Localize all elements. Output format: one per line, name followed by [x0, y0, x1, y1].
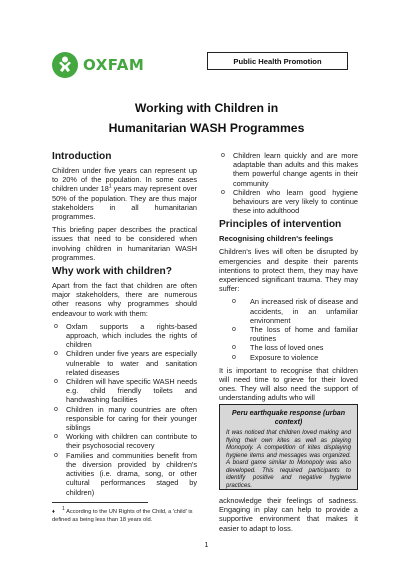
oxfam-logo: [52, 51, 152, 79]
list-item: o The loss of home and familiar routines: [219, 325, 358, 343]
principles-heading: Principles of intervention: [219, 219, 342, 231]
title-line-2: Humanitarian WASH Programmes: [108, 121, 305, 135]
list-item: o Exposure to violence: [219, 353, 358, 362]
oxfam-logo-icon: [52, 52, 78, 78]
why-heading: Why work with children?: [52, 266, 172, 278]
case-study-box: [219, 404, 358, 490]
footnote-ref: 1: [108, 183, 112, 190]
why-intro: Apart from the fact that children are often major stakeholders, there are numerous other reasons why programmes should endeavour to work with them:: [52, 281, 197, 318]
left-column: [52, 151, 197, 497]
list-item: o Working with children can contribute to their psychosocial recovery: [52, 432, 197, 450]
category-tag: Public Health Promotion: [207, 52, 348, 70]
why-list: [52, 322, 197, 497]
title-line-1: Working with Children in: [134, 101, 279, 115]
case-study-title: Peru earthquake response (urban context): [231, 409, 346, 426]
footnote-text: According to the UN Rights of the Child, a 'child' is defined as being less than 18 years old.: [52, 509, 193, 523]
principles-paragraph-3: acknowledge their feelings of sadness. Engaging in play can help to provide a supportive environment that makes it easier to adapt to loss.: [219, 496, 358, 533]
principles-paragraph-2: It is important to recognise that children will need time to grieve for their loved ones. They will also need the support of understanding adults who will: [219, 365, 358, 403]
list-item: o Oxfam supports a rights-based approach, which includes the rights of children: [52, 322, 197, 350]
list-item: o Children who learn good hygiene behaviours are very likely to continue these into adulthood: [219, 188, 358, 216]
logo-text: OXFAM: [83, 56, 145, 74]
list-item: o Children in many countries are often responsible for caring for their younger siblings: [52, 405, 197, 433]
list-item: o Children will have specific WASH needs e.g. child friendly toilets and handwashing facilities: [52, 377, 197, 405]
feelings-subheading: Recognising children's feelings: [219, 234, 334, 244]
page-number: 1: [204, 542, 209, 549]
list-item: o Families and communities benefit from the diversion provided by children's activities (i.e. drama, song, or other cultural performances staged by children): [52, 451, 197, 497]
footnote: [52, 506, 200, 524]
principles-paragraph-1: Children's lives will often be disrupted by emergencies and despite their parents intentions to protect them, they may have experienced significant trauma. They may suffer:: [219, 247, 358, 294]
list-item: o Children learn quickly and are more adaptable than adults and this makes them powerful change agents in their community: [219, 151, 358, 188]
list-item: o Children under five years are especially vulnerable to water and sanitation related diseases: [52, 349, 197, 377]
introduction-heading: Introduction: [52, 151, 112, 162]
right-column: [219, 151, 358, 407]
list-item: o An increased risk of disease and accidents, in an unfamiliar environment: [219, 297, 358, 325]
footnote-number: 1: [62, 506, 65, 513]
why-list-continued: [219, 151, 358, 215]
intro-paragraph-2: This briefing paper describes the practical issues that need to be considered when involving children in humanitarian WASH programmes.: [52, 225, 197, 262]
footnote-divider: [52, 502, 148, 503]
footnote-bullet-icon: ♦: [52, 509, 55, 515]
list-item: o The loss of loved ones: [219, 343, 358, 352]
suffer-list: [219, 297, 358, 361]
intro-paragraph-1: Children under five years can represent up to 20% of the population. In some cases children under $18^1$ years may represent over 50% of the population. They are thus major stakeholders in all humanitarian programmes.: [52, 166, 198, 222]
case-study-body: It was noticed that children loved making and flying their own kites as well as playing Monopoly. A competition of kites displaying hygiene items and messages was organized. A board game similar to Monopoly was also developed. This required participants to identify positive and negative hygiene practices.: [226, 429, 351, 489]
